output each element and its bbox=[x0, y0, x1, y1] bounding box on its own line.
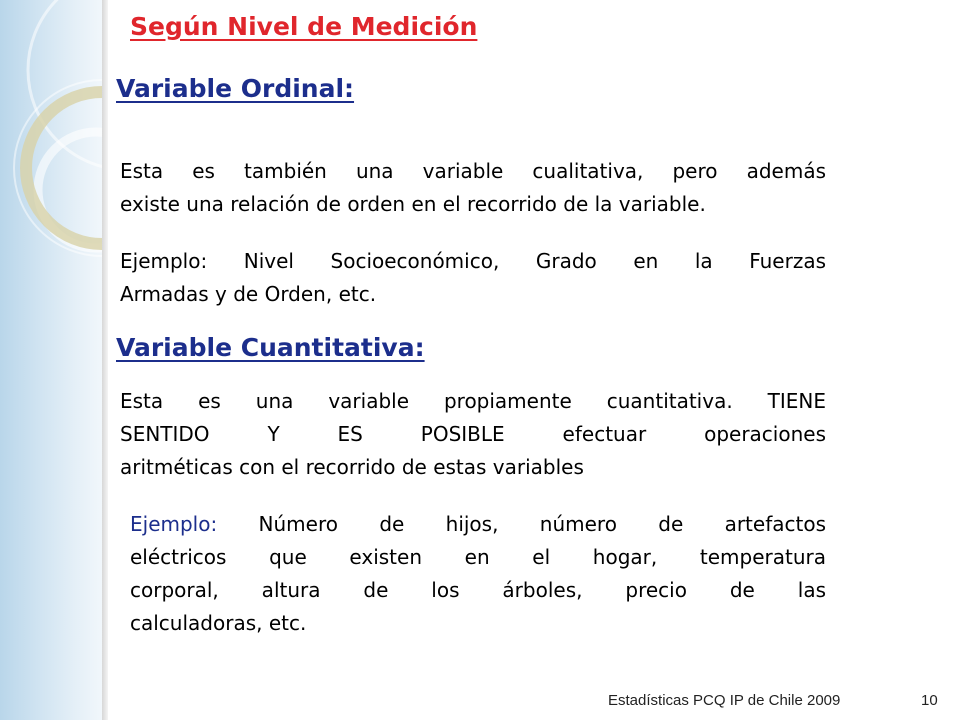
quantitative-description-line3: aritméticas con el recorrido de estas variables bbox=[120, 455, 584, 479]
example-label: Ejemplo: bbox=[130, 512, 218, 536]
quantitative-example-line4: calculadoras, etc. bbox=[130, 611, 307, 635]
quantitative-example bbox=[130, 508, 826, 640]
quantitative-description-line2: SENTIDO Y ES POSIBLE efectuar operaciones bbox=[120, 422, 826, 446]
ordinal-description bbox=[120, 155, 826, 221]
side-band-edge bbox=[102, 0, 108, 720]
decorative-side-band bbox=[0, 0, 106, 720]
ordinal-description-line2: existe una relación de orden en el recorrido de la variable. bbox=[120, 192, 706, 216]
ordinal-description-line1: Esta es también una variable cualitativa, pero además bbox=[120, 159, 826, 183]
decorative-rings bbox=[0, 0, 106, 720]
footer-source: Estadísticas PCQ IP de Chile 2009 bbox=[608, 692, 841, 709]
quantitative-description bbox=[120, 385, 826, 484]
quantitative-example-line2: eléctricos que existen en el hogar, temperatura bbox=[130, 545, 826, 569]
slide-title: Según Nivel de Medición bbox=[130, 12, 478, 41]
quantitative-example-line1 bbox=[130, 508, 826, 541]
ordinal-example bbox=[120, 245, 826, 311]
ordinal-example-line1: Ejemplo: Nivel Socioeconómico, Grado en la Fuerzas bbox=[120, 249, 826, 273]
heading-ordinal: Variable Ordinal: bbox=[116, 74, 355, 103]
quantitative-example-line1-text: Número de hijos, número de artefactos bbox=[217, 512, 826, 536]
quantitative-description-line1: Esta es una variable propiamente cuantitativa. TIENE bbox=[120, 389, 826, 413]
page-number: 10 bbox=[921, 692, 938, 709]
ordinal-example-line2: Armadas y de Orden, etc. bbox=[120, 282, 377, 306]
heading-quantitative: Variable Cuantitativa: bbox=[116, 333, 425, 362]
quantitative-example-line3: corporal, altura de los árboles, precio de las bbox=[130, 578, 826, 602]
